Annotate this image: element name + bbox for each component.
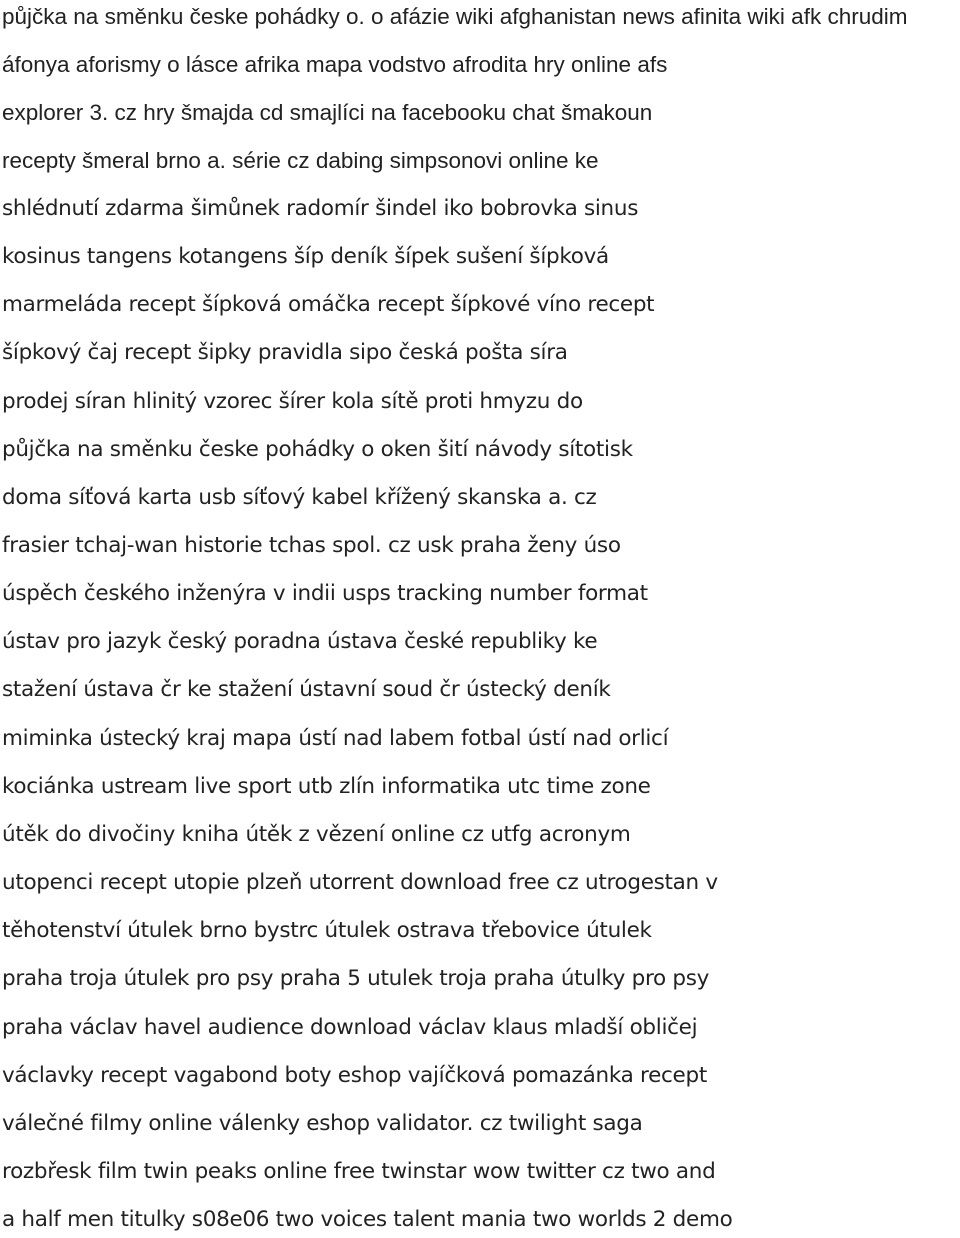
text-line: explorer 3. cz hry šmajda cd smajlíci na facebooku chat šmakoun (2, 100, 653, 125)
text-line: praha václav havel audience download václav klaus mladší obličej (2, 1015, 698, 1040)
text-line: marmeláda recept šípková omáčka recept šípkové víno recept (2, 292, 655, 317)
text-line: áfonya aforismy o lásce afrika mapa vodstvo afrodita hry online afs (2, 52, 668, 77)
text-line: těhotenství útulek brno bystrc útulek ostrava třebovice útulek (2, 918, 652, 943)
text-line: šípkový čaj recept šipky pravidla sipo česká pošta síra (2, 340, 568, 365)
text-line: půjčka na směnku česke pohádky o. o afázie wiki afghanistan news afinita wiki afk chrudim (2, 4, 908, 29)
text-line: půjčka na směnku česke pohádky o oken šití návody sítotisk (2, 437, 633, 462)
text-line: prodej síran hlinitý vzorec šírer kola sítě proti hmyzu do (2, 389, 583, 414)
text-line: ústav pro jazyk český poradna ústava české republiky ke (2, 629, 598, 654)
text-line: válečné filmy online válenky eshop validator. cz twilight saga (2, 1111, 643, 1136)
text-line: václavky recept vagabond boty eshop vajíčková pomazánka recept (2, 1063, 707, 1088)
text-line: frasier tchaj-wan historie tchas spol. cz usk praha ženy úso (2, 533, 621, 558)
text-line: miminka ústecký kraj mapa ústí nad labem fotbal ústí nad orlicí (2, 726, 669, 751)
text-line: praha troja útulek pro psy praha 5 utulek troja praha útulky pro psy (2, 966, 710, 991)
text-line: utopenci recept utopie plzeň utorrent download free cz utrogestan v (2, 870, 718, 895)
text-line: kociánka ustream live sport utb zlín informatika utc time zone (2, 774, 651, 799)
text-line: stažení ústava čr ke stažení ústavní soud čr ústecký deník (2, 677, 611, 702)
text-line: kosinus tangens kotangens šíp deník šípek sušení šípková (2, 244, 609, 269)
text-line: doma síťová karta usb síťový kabel křížený skanska a. cz (2, 485, 597, 510)
text-line: shlédnutí zdarma šimůnek radomír šindel iko bobrovka sinus (2, 196, 639, 221)
text-line: recepty šmeral brno a. série cz dabing simpsonovi online ke (2, 148, 599, 173)
text-line: úspěch českého inženýra v indii usps tracking number format (2, 581, 648, 606)
text-line: a half men titulky s08e06 two voices talent mania two worlds 2 demo (2, 1207, 733, 1232)
text-line: rozbřesk film twin peaks online free twinstar wow twitter cz two and (2, 1159, 716, 1184)
text-line: útěk do divočiny kniha útěk z vězení online cz utfg acronym (2, 822, 631, 847)
